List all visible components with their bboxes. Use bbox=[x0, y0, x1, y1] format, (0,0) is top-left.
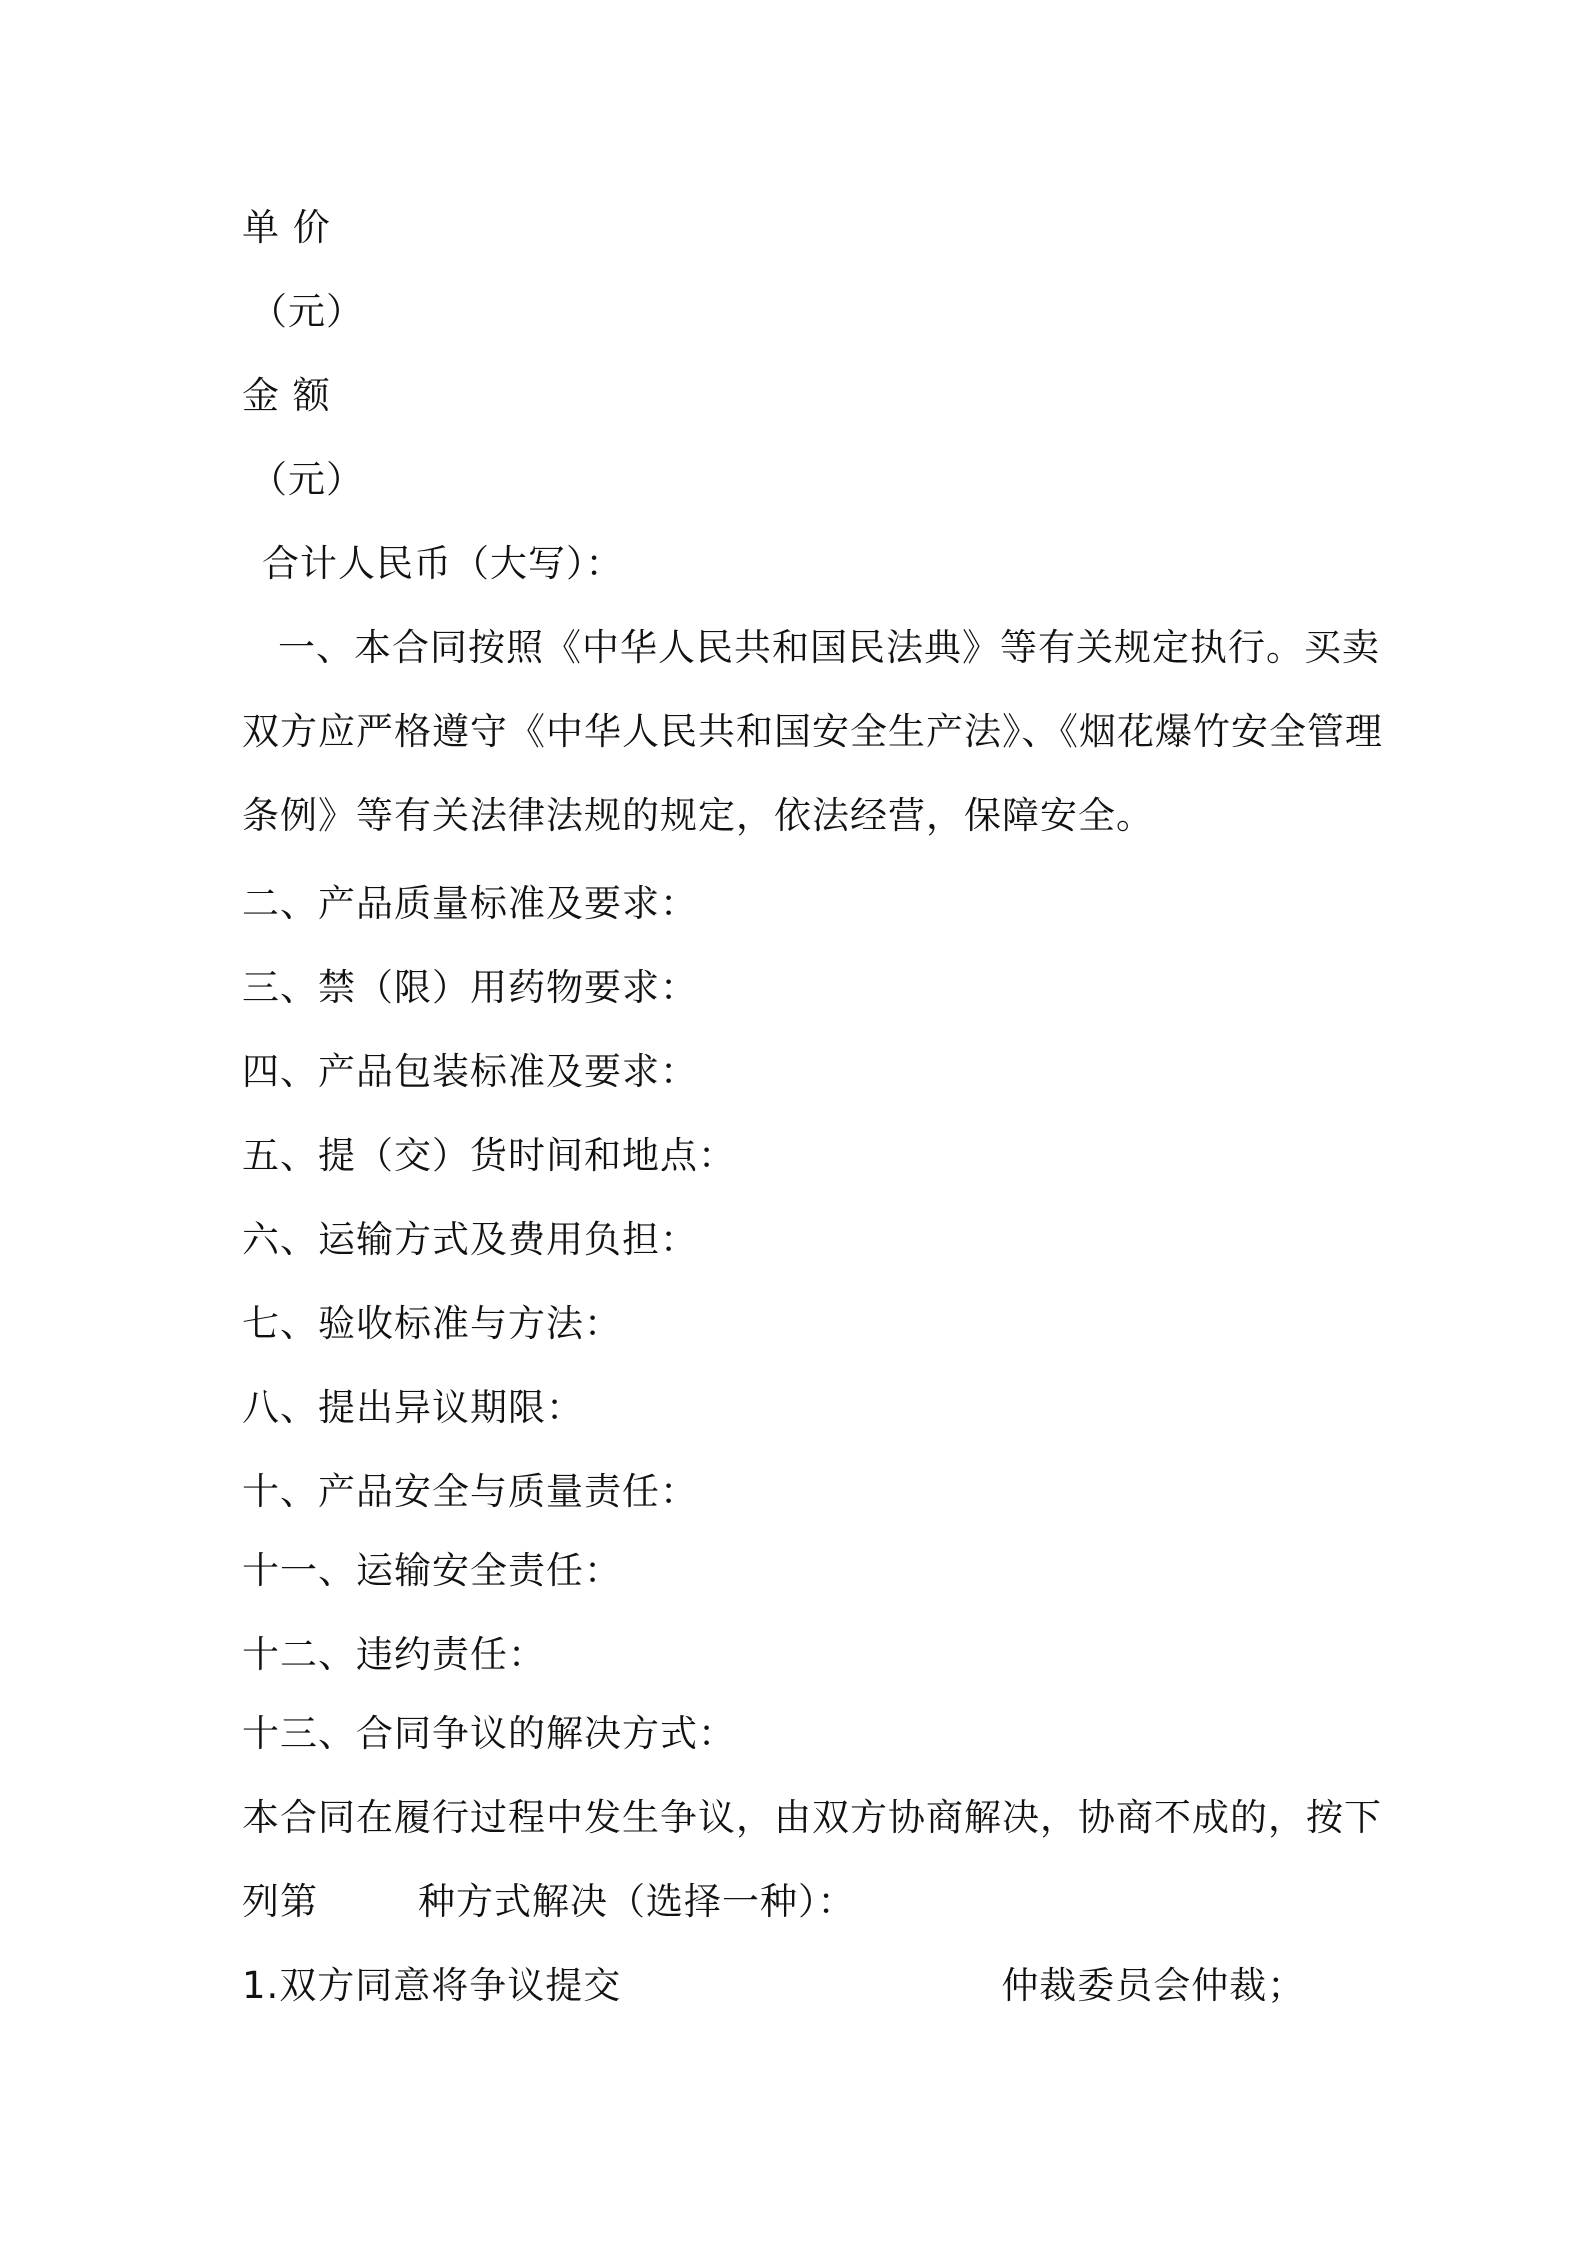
clause-5: 五、提（交）货时间和地点： bbox=[242, 1134, 736, 1177]
dispute-option-1 bbox=[242, 1964, 1305, 2008]
clause-1-line-2: 双方应严格遵守《中华人民共和国安全生产法》、《烟花爆竹安全管理 bbox=[242, 710, 1383, 753]
option-1-prefix: 1.双方同意将争议提交 bbox=[242, 1964, 622, 2007]
unit-price-unit: （元） bbox=[250, 290, 364, 333]
clause-7: 七、验收标准与方法： bbox=[242, 1302, 622, 1345]
clause-6: 六、运输方式及费用负担： bbox=[242, 1218, 698, 1261]
clause-1-line-1: 一、本合同按照《中华人民共和国民法典》等有关规定执行。买卖 bbox=[278, 626, 1380, 669]
amount-unit: （元） bbox=[250, 458, 364, 501]
dispute-line-2 bbox=[242, 1880, 856, 1924]
clause-3: 三、禁（限）用药物要求： bbox=[242, 966, 698, 1009]
dispute-line-2-suffix: 种方式解决（选择一种）： bbox=[418, 1880, 856, 1923]
clause-11: 十一、运输安全责任： bbox=[242, 1549, 622, 1592]
clause-8: 八、提出异议期限： bbox=[242, 1386, 584, 1429]
clause-1-line-3: 条例》等有关法律法规的规定，依法经营，保障安全。 bbox=[242, 794, 1154, 837]
clause-13: 十三、合同争议的解决方式： bbox=[242, 1712, 736, 1755]
dispute-line-1: 本合同在履行过程中发生争议，由双方协商解决，协商不成的，按下 bbox=[242, 1796, 1382, 1839]
clause-2: 二、产品质量标准及要求： bbox=[242, 882, 698, 925]
clause-4: 四、产品包装标准及要求： bbox=[242, 1050, 698, 1093]
clause-10: 十、产品安全与质量责任： bbox=[242, 1470, 698, 1513]
clause-12: 十二、违约责任： bbox=[242, 1633, 546, 1676]
option-1-suffix: 仲裁委员会仲裁； bbox=[1001, 1964, 1306, 2007]
total-rmb-label: 合计人民币（大写）： bbox=[262, 542, 624, 585]
unit-price-label: 单 价 bbox=[242, 206, 331, 249]
amount-label: 金 额 bbox=[242, 374, 331, 417]
dispute-line-2-prefix: 列第 bbox=[242, 1880, 318, 1923]
